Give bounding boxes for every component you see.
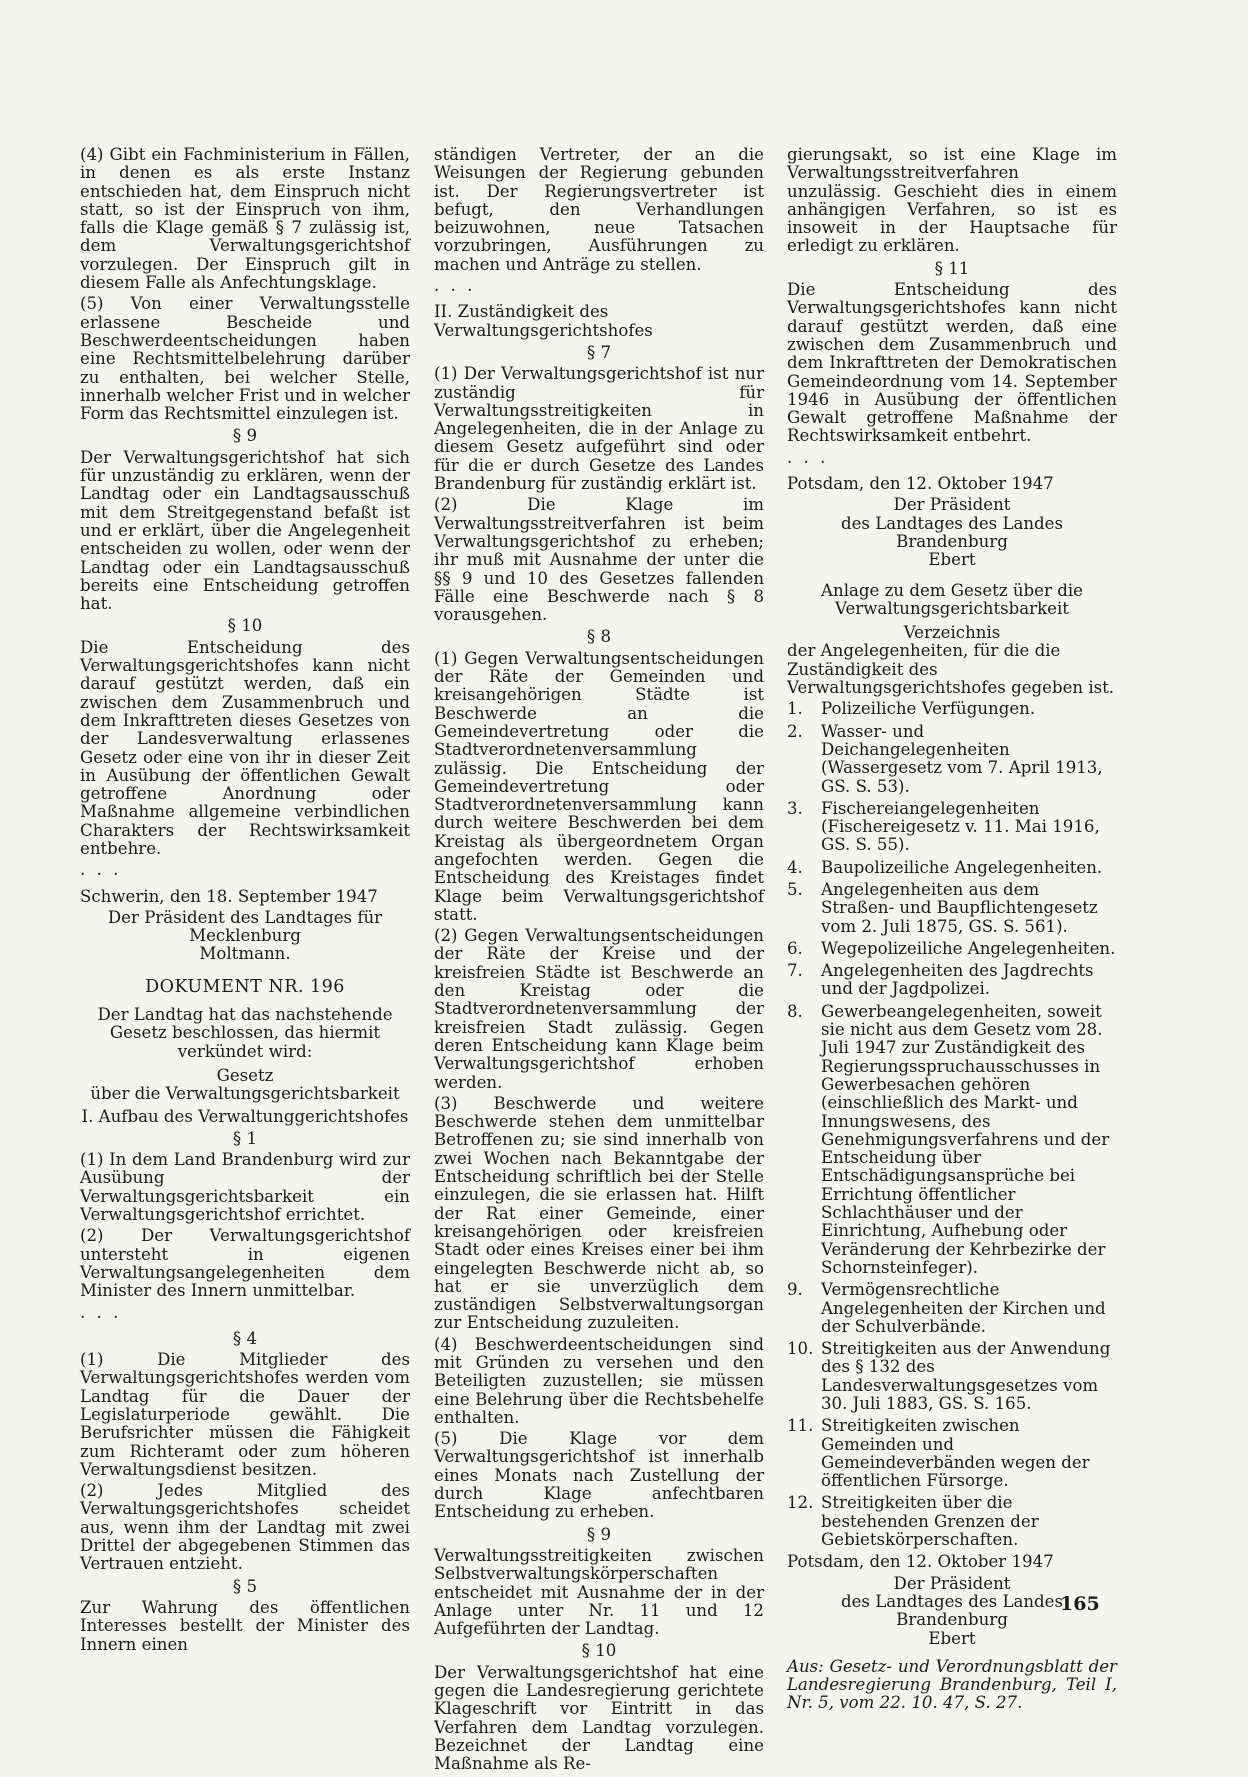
column-right	[787, 146, 1117, 1716]
paragraph: Die Entscheidung des Verwaltungsgerichtshofes kann nicht darauf gestützt werden, daß ein zwischen dem Zusammenbruch und dem Inkrafttreten dieses Gesetzes von der Landesverwaltung erlassenes Gesetz oder eine von ihr in dieser Zeit in Ausübung der öffentlichen Gewalt getroffene Anordnung oder Maßnahme allgemeine verbindlichen Charakters der Rechtswirksamkeit entbehre.	[80, 637, 410, 858]
signature-line: des Landtages des Landes Brandenburg	[840, 1591, 1064, 1630]
list-item: 2. Wasser- und Deichangelegenheiten (Wassergesetz vom 7. April 1913, GS. S. 53).	[787, 721, 1103, 796]
ellipsis: . . .	[80, 1302, 122, 1322]
ellipsis: . . .	[434, 276, 476, 296]
paragraph: gierungsakt, so ist eine Klage im Verwaltungsstreitverfahren unzulässig. Geschieht dies in einem anhängigen Verfahren, so ist es insoweit in der Hauptsache für erledigt zu erklären.	[787, 145, 1117, 256]
ellipsis: . . .	[80, 860, 122, 880]
list-intro: der Angelegenheiten, für die die Zuständigkeit des Verwaltungsgerichtshofes gegeben ist.	[787, 641, 1115, 698]
paragraph: Der Verwaltungsgerichtshof hat eine gegen die Landesregierung gerichtete Klageschrift vor Eintritt in das Verfahren dem Landtag vorzulegen. Bezeichnet der Landtag eine Maßnahme als Re-	[434, 1662, 764, 1774]
paragraph: (2) Die Klage im Verwaltungsstreitverfahren ist beim Verwaltungsgerichtshof zu erheben; ihr muß mit Ausnahme der unter die §§ 9 und 10 des Gesetzes fallenden Fälle eine Beschwerde nach § 8 vorausgehen.	[434, 495, 764, 625]
list-item: 10. Streitigkeiten aus der Anwendung des § 132 des Landesverwaltungsgesetzes vom 30. Juli 1883, GS. S. 165.	[787, 1339, 1111, 1413]
paragraph: (4) Beschwerdeentscheidungen sind mit Gründen zu versehen und den Beteiligten zuzustellen; sie müssen eine Belehrung über die Rechtsbehelfe enthalten.	[434, 1334, 764, 1427]
annex-title: Anlage zu dem Gesetz über die	[821, 580, 1083, 600]
paragraph: Zur Wahrung des öffentlichen Interesses bestellt der Minister des Innern einen	[80, 1597, 410, 1654]
place-date: Potsdam, den 12. Oktober 1947	[787, 1552, 1054, 1572]
paragraph: (1) Die Mitglieder des Verwaltungsgerichtshofes werden vom Landtag für die Dauer der Legislaturperiode gewählt. Die Berufsrichter müssen die Fähigkeit zum Richteramt oder zum höheren Verwaltungsdienst besitzen.	[80, 1350, 410, 1479]
list-item: 12. Streitigkeiten über die bestehenden Grenzen der Gebietskörperschaften.	[787, 1493, 1039, 1550]
section-heading: § 1	[232, 1128, 258, 1148]
signature-line: Mecklenburg	[189, 926, 301, 946]
section-heading: § 7	[586, 342, 612, 362]
list-item: 5. Angelegenheiten aus dem Straßen- und Baupflichtengesetz vom 2. Juli 1875, GS. S. 561).	[787, 879, 1098, 936]
list-item: 6. Wegepolizeiliche Angelegenheiten.	[787, 938, 1116, 958]
signature-line: Der Präsident	[893, 1573, 1011, 1593]
signature-name: Moltmann.	[199, 944, 291, 964]
section-heading: § 10	[227, 616, 263, 636]
paragraph: (4) Gibt ein Fachministerium in Fällen, in denen es als erste Instanz entschieden hat, dem Einspruch nicht statt, so ist der Einspruch von ihm, falls die Klage gemäß § 7 zulässig ist, dem Verwaltungsgerichtshof vorzulegen. Der Einspruch gilt in diesem Falle als Anfechtungsklage.	[80, 145, 410, 293]
paragraph: (1) Der Verwaltungsgerichtshof ist nur zuständig für Verwaltungsstreitigkeiten in Angelegenheiten, die in der Anlage zu diesem Gesetz aufgeführt sind oder für die er durch Gesetze des Landes Brandenburg für zuständig erklärt ist.	[434, 364, 764, 494]
document-title: DOKUMENT NR. 196	[145, 976, 345, 997]
annex-title: Verwaltungsgerichtsbarkeit	[835, 598, 1069, 618]
column-middle	[434, 146, 764, 1777]
section-heading: § 9	[232, 426, 258, 446]
page-number: 165	[1060, 1593, 1100, 1615]
paragraph: (5) Die Klage vor dem Verwaltungsgerichtshof ist innerhalb eines Monats nach Zustellung der durch Klage anfechtbaren Entscheidung zu erheben.	[434, 1429, 764, 1522]
list-item: 4. Baupolizeiliche Angelegenheiten.	[787, 857, 1103, 877]
paragraph: (3) Beschwerde und weitere Beschwerde stehen dem unmittelbar Betroffenen zu; sie sind innerhalb von zwei Wochen nach Bekanntgabe der Entscheidung schriftlich bei der Stelle einzulegen, die sie erlassen hat. Hilft der Rat einer Gemeinde, einer kreisangehörigen oder kreisfreien Stadt oder eines Kreises einer bei ihm eingelegten Beschwerde nicht ab, so hat er sie unverzüglich dem zuständigen Selbstverwaltungsorgan zur Entscheidung zuzuleiten.	[434, 1093, 764, 1333]
signature-name: Ebert	[928, 1628, 976, 1648]
paragraph: Die Entscheidung des Verwaltungsgerichtshofes kann nicht darauf gestützt werden, daß eine zwischen dem Zusammenbruch und dem Inkrafttreten der Demokratischen Gemeindeordnung vom 14. September 1946 in Ausübung der öffentlichen Gewalt getroffene Maßnahme der Rechtswirksamkeit entbehrt.	[787, 280, 1117, 446]
paragraph: (5) Von einer Verwaltungsstelle erlassene Bescheide und Beschwerdeentscheidungen haben eine Rechtsmittelbelehrung darüber zu enthalten, bei welcher Stelle, innerhalb welcher Frist und in welcher Form das Rechtsmittel einzulegen ist.	[80, 294, 410, 424]
list-item: 1. Polizeiliche Verfügungen.	[787, 699, 1036, 719]
section-heading: § 5	[232, 1576, 258, 1596]
part-heading: I. Aufbau des Verwaltunggerichtshofes	[81, 1106, 409, 1126]
paragraph: (1) In dem Land Brandenburg wird zur Ausübung der Verwaltungsgerichtsbarkeit ein Verwaltungsgerichtshof errichtet.	[80, 1150, 410, 1225]
list-item: 11. Streitigkeiten zwischen Gemeinden und Gemeindeverbänden wegen der öffentlichen Fürsorge.	[787, 1416, 1090, 1491]
list-item: 3. Fischereiangelegenheiten (Fischereigesetz v. 11. Mai 1916, GS. S. 55).	[787, 798, 1100, 855]
matters-list	[787, 700, 1117, 1549]
column-left	[80, 146, 410, 1657]
section-heading: § 4	[232, 1328, 258, 1348]
intro-text: Der Landtag hat das nachstehende Gesetz beschlossen, das hiermit verkündet wird:	[97, 1005, 393, 1061]
law-subtitle: über die Verwaltungsgerichtsbarkeit	[90, 1084, 400, 1104]
list-item: 7. Angelegenheiten des Jagdrechts und der Jagdpolizei.	[787, 961, 1094, 999]
law-title: Gesetz	[216, 1065, 274, 1085]
section-heading: § 8	[586, 627, 612, 647]
part-heading: II. Zuständigkeit des Verwaltungsgerichtshofes	[434, 302, 653, 340]
place-date: Schwerin, den 18. September 1947	[80, 886, 378, 906]
signature-line: Der Präsident	[893, 495, 1011, 515]
signature-line: Der Präsident des Landtages für	[107, 907, 383, 927]
list-item: 8. Gewerbeangelegenheiten, soweit sie nicht aus dem Gesetz vom 28. Juli 1947 zur Zuständigkeit des Regierungsspruchausschusses in Gewerbesachen gehören (einschließlich des Markt- und Innungswesens, des Genehmigungsverfahrens und der Entscheidung über Entschädigungsansprüche bei Errichtung öffentlicher Schlachthäuser und der Einrichtung, Aufhebung oder Veränderung der Kehrbezirke der Schornsteinfeger).	[787, 1001, 1110, 1277]
paragraph: Verwaltungsstreitigkeiten zwischen Selbstverwaltungskörperschaften entscheidet mit Ausnahme der in der Anlage unter Nr. 11 und 12 Aufgeführten der Landtag.	[434, 1545, 764, 1639]
place-date: Potsdam, den 12. Oktober 1947	[787, 474, 1054, 494]
signature-name: Ebert	[928, 550, 976, 570]
paragraph: Der Verwaltungsgerichtshof hat sich für unzuständig zu erklären, wenn der Landtag oder ein Landtagsausschuß mit dem Streitgegenstand befaßt ist und er erklärt, über die Angelegenheit entscheiden zu wollen, oder wenn der Landtag oder ein Landtagsausschuß bereits eine Entscheidung getroffen hat.	[80, 447, 410, 614]
paragraph: (2) Jedes Mitglied des Verwaltungsgerichtshofes scheidet aus, wenn ihm der Landtag mit zwei Drittel der abgegebenen Stimmen das Vertrauen entzieht.	[80, 1481, 410, 1574]
paragraph: (2) Gegen Verwaltungsentscheidungen der Räte der Kreise und der kreisfreien Städte ist Beschwerde an den Kreistag oder die Stadtverordnetenversammlung der kreisfreien Stadt zulässig. Gegen deren Entscheidung kann Klage beim Verwaltungsgerichtshof erhoben werden.	[434, 926, 764, 1092]
list-item: 9. Vermögensrechtliche Angelegenheiten der Kirchen und der Schulverbände.	[787, 1280, 1106, 1336]
paragraph: (1) Gegen Verwaltungsentscheidungen der Räte der Gemeinden und kreisangehörigen Städte ist Beschwerde an die Gemeindevertretung oder die Stadtverordnetenversammlung zulässig. Die Entscheidung der Gemeindevertretung oder Stadtverordnetenversammlung kann durch weitere Beschwerden bei dem Kreistag als übergeordnetem Organ angefochten werden. Gegen die Entscheidung des Kreistages findet Klage beim Verwaltungsgerichtshof statt.	[434, 648, 764, 924]
source-citation: Aus: Gesetz- und Verordnungsblatt der Landesregierung Brandenburg, Teil I, Nr. 5, vom 22. 10. 47, S. 27.	[787, 1656, 1117, 1713]
ellipsis: . . .	[787, 447, 829, 467]
paragraph: (2) Der Verwaltungsgerichtshof untersteht in eigenen Verwaltungsangelegenheiten dem Minister des Innern unmittelbar.	[80, 1226, 410, 1301]
paragraph: ständigen Vertreter, der an die Weisungen der Regierung gebunden ist. Der Regierungsvertreter ist befugt, den Verhandlungen beizuwohnen, neue Tatsachen vorzubringen, Ausführungen zu machen und Anträge zu stellen.	[434, 145, 764, 274]
list-title: Verzeichnis	[903, 623, 1001, 643]
signature-line: des Landtages des Landes Brandenburg	[840, 513, 1064, 551]
section-heading: § 10	[581, 1641, 617, 1661]
section-heading: § 11	[934, 258, 970, 278]
section-heading: § 9	[586, 1524, 612, 1544]
